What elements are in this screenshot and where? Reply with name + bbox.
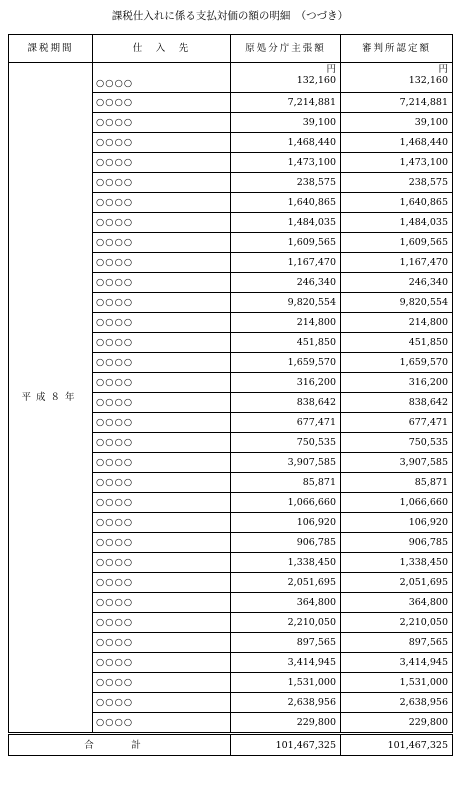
original-amount-cell: 1,338,450 (231, 553, 341, 573)
original-amount-cell: 214,800 (231, 313, 341, 333)
original-amount-cell: 2,051,695 (231, 573, 341, 593)
supplier-cell: ○○○○ (93, 573, 231, 593)
supplier-cell: ○○○○ (93, 613, 231, 633)
supplier-cell: ○○○○ (93, 173, 231, 193)
original-amount-cell: 1,167,470 (231, 253, 341, 273)
tribunal-amount-cell: 1,468,440 (341, 133, 453, 153)
supplier-cell: ○○○○ (93, 63, 231, 93)
supplier-cell: ○○○○ (93, 353, 231, 373)
original-amount-cell: 3,907,585 (231, 453, 341, 473)
original-amount-cell: 316,200 (231, 373, 341, 393)
original-amount-cell: 364,800 (231, 593, 341, 613)
original-amount-cell: 1,473,100 (231, 153, 341, 173)
original-amount-cell: 838,642 (231, 393, 341, 413)
tribunal-amount-cell: 2,210,050 (341, 613, 453, 633)
original-amount-cell: 2,210,050 (231, 613, 341, 633)
tribunal-amount-cell: 2,638,956 (341, 693, 453, 713)
supplier-cell: ○○○○ (93, 673, 231, 693)
original-amount-cell (231, 63, 341, 93)
total-row (9, 734, 453, 756)
original-amount-cell: 750,535 (231, 433, 341, 453)
original-amount-cell: 39,100 (231, 113, 341, 133)
supplier-cell: ○○○○ (93, 213, 231, 233)
original-amount-cell: 238,575 (231, 173, 341, 193)
tribunal-amount-cell: 238,575 (341, 173, 453, 193)
supplier-cell: ○○○○ (93, 313, 231, 333)
supplier-cell: ○○○○ (93, 233, 231, 253)
supplier-cell: ○○○○ (93, 693, 231, 713)
original-amount-cell: 7,214,881 (231, 93, 341, 113)
document-title: 課税仕入れに係る支払対価の額の明細 （つづき） (111, 10, 349, 22)
unit-label: 円 (438, 64, 448, 75)
table-body (9, 63, 453, 756)
purchase-detail-table (8, 34, 453, 756)
tribunal-amount-cell: 897,565 (341, 633, 453, 653)
original-amount-cell: 3,414,945 (231, 653, 341, 673)
tribunal-amount-cell: 85,871 (341, 473, 453, 493)
supplier-cell: ○○○○ (93, 333, 231, 353)
supplier-cell: ○○○○ (93, 593, 231, 613)
original-amount-cell: 906,785 (231, 533, 341, 553)
tribunal-amount-cell (341, 63, 453, 93)
tribunal-amount-value: 132,160 (408, 75, 448, 86)
header-period: 課税期間 (9, 35, 93, 63)
total-tribunal-amount: 101,467,325 (341, 734, 453, 756)
total-label: 合 計 (9, 734, 231, 756)
supplier-cell: ○○○○ (93, 633, 231, 653)
tribunal-amount-cell: 1,338,450 (341, 553, 453, 573)
original-amount-cell: 1,066,660 (231, 493, 341, 513)
original-amount-cell: 229,800 (231, 713, 341, 734)
supplier-cell: ○○○○ (93, 433, 231, 453)
original-amount-cell: 246,340 (231, 273, 341, 293)
original-amount-cell: 677,471 (231, 413, 341, 433)
supplier-cell: ○○○○ (93, 413, 231, 433)
original-amount-cell: 9,820,554 (231, 293, 341, 313)
supplier-cell: ○○○○ (93, 193, 231, 213)
tribunal-amount-cell: 364,800 (341, 593, 453, 613)
tribunal-amount-cell: 1,484,035 (341, 213, 453, 233)
tribunal-amount-cell: 1,609,565 (341, 233, 453, 253)
tribunal-amount-cell: 2,051,695 (341, 573, 453, 593)
original-amount-cell: 1,659,570 (231, 353, 341, 373)
total-original-amount: 101,467,325 (231, 734, 341, 756)
header-supplier: 仕 入 先 (93, 35, 231, 63)
supplier-cell: ○○○○ (93, 513, 231, 533)
supplier-cell: ○○○○ (93, 273, 231, 293)
original-amount-cell: 2,638,956 (231, 693, 341, 713)
table-row (9, 63, 453, 93)
tribunal-amount-cell: 677,471 (341, 413, 453, 433)
table-header-row (9, 35, 453, 63)
tribunal-amount-cell: 39,100 (341, 113, 453, 133)
tribunal-amount-cell: 750,535 (341, 433, 453, 453)
supplier-cell: ○○○○ (93, 653, 231, 673)
supplier-cell: ○○○○ (93, 113, 231, 133)
supplier-cell: ○○○○ (93, 533, 231, 553)
tribunal-amount-cell: 1,066,660 (341, 493, 453, 513)
tribunal-amount-cell: 451,850 (341, 333, 453, 353)
header-original-amount: 原処分庁主張額 (231, 35, 341, 63)
tribunal-amount-cell: 9,820,554 (341, 293, 453, 313)
unit-label: 円 (326, 64, 336, 75)
supplier-cell: ○○○○ (93, 373, 231, 393)
tribunal-amount-cell: 1,473,100 (341, 153, 453, 173)
original-amount-cell: 85,871 (231, 473, 341, 493)
supplier-cell: ○○○○ (93, 253, 231, 273)
original-amount-cell: 106,920 (231, 513, 341, 533)
original-amount-cell: 1,531,000 (231, 673, 341, 693)
original-amount-cell: 1,468,440 (231, 133, 341, 153)
supplier-cell: ○○○○ (93, 93, 231, 113)
tribunal-amount-cell: 1,659,570 (341, 353, 453, 373)
tribunal-amount-cell: 214,800 (341, 313, 453, 333)
supplier-cell: ○○○○ (93, 713, 231, 734)
tribunal-amount-cell: 838,642 (341, 393, 453, 413)
tribunal-amount-cell: 106,920 (341, 513, 453, 533)
tribunal-amount-cell: 1,640,865 (341, 193, 453, 213)
supplier-cell: ○○○○ (93, 473, 231, 493)
original-amount-cell: 451,850 (231, 333, 341, 353)
supplier-cell: ○○○○ (93, 393, 231, 413)
supplier-cell: ○○○○ (93, 553, 231, 573)
supplier-cell: ○○○○ (93, 153, 231, 173)
tribunal-amount-cell: 906,785 (341, 533, 453, 553)
supplier-cell: ○○○○ (93, 293, 231, 313)
tribunal-amount-cell: 3,414,945 (341, 653, 453, 673)
original-amount-cell: 897,565 (231, 633, 341, 653)
tribunal-amount-cell: 7,214,881 (341, 93, 453, 113)
period-cell: 平成８年 (9, 63, 93, 734)
tribunal-amount-cell: 316,200 (341, 373, 453, 393)
supplier-cell: ○○○○ (93, 493, 231, 513)
original-amount-cell: 1,609,565 (231, 233, 341, 253)
original-amount-cell: 1,640,865 (231, 193, 341, 213)
header-tribunal-amount: 審判所認定額 (341, 35, 453, 63)
tribunal-amount-cell: 1,531,000 (341, 673, 453, 693)
tribunal-amount-cell: 3,907,585 (341, 453, 453, 473)
original-amount-cell: 1,484,035 (231, 213, 341, 233)
supplier-cell: ○○○○ (93, 453, 231, 473)
tribunal-amount-cell: 246,340 (341, 273, 453, 293)
supplier-cell: ○○○○ (93, 133, 231, 153)
tribunal-amount-cell: 229,800 (341, 713, 453, 734)
original-amount-value: 132,160 (296, 75, 336, 86)
tribunal-amount-cell: 1,167,470 (341, 253, 453, 273)
